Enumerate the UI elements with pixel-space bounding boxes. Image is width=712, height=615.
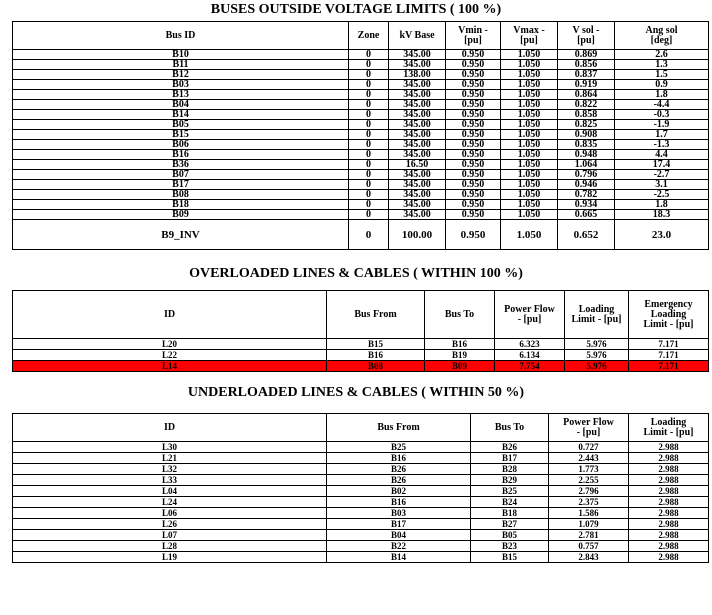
table-cell: 0 — [349, 130, 389, 140]
table-cell: 0.946 — [558, 180, 615, 190]
table-cell: 0.950 — [446, 120, 501, 130]
table-cell: 0.934 — [558, 200, 615, 210]
table-cell: 0.825 — [558, 120, 615, 130]
table-row — [13, 541, 709, 552]
table-cell: 0 — [349, 140, 389, 150]
table-cell: L07 — [13, 530, 327, 541]
table-row — [13, 519, 709, 530]
table-cell: B17 — [327, 519, 471, 530]
table-cell: 345.00 — [389, 170, 446, 180]
table-cell: 1.050 — [501, 150, 558, 160]
table-cell: 0 — [349, 160, 389, 170]
table-cell: B05 — [471, 530, 549, 541]
table-cell: 1.8 — [615, 90, 709, 100]
table-cell: 0.950 — [446, 90, 501, 100]
table-cell: 0.950 — [446, 170, 501, 180]
table-cell: B23 — [471, 541, 549, 552]
table-cell: 345.00 — [389, 60, 446, 70]
table-cell: 2.988 — [629, 541, 709, 552]
table-cell: 0.950 — [446, 60, 501, 70]
table-cell: 0 — [349, 90, 389, 100]
table-cell: B17 — [13, 180, 349, 190]
table-cell: B19 — [425, 350, 495, 361]
table-cell: B36 — [13, 160, 349, 170]
table-cell: B15 — [327, 339, 425, 350]
table-cell: B25 — [327, 442, 471, 453]
table-row — [13, 120, 709, 130]
table-cell: 0.796 — [558, 170, 615, 180]
table-cell: 345.00 — [389, 130, 446, 140]
table-row — [13, 486, 709, 497]
table-cell: 5.976 — [565, 350, 629, 361]
table-cell: 1.050 — [501, 50, 558, 60]
table-cell: 2.843 — [549, 552, 629, 563]
table-cell: 345.00 — [389, 210, 446, 220]
table-cell: 1.050 — [501, 90, 558, 100]
table-cell: 345.00 — [389, 110, 446, 120]
table-cell: 7.171 — [629, 350, 709, 361]
table-cell: 2.988 — [629, 530, 709, 541]
table-cell: B08 — [327, 361, 425, 372]
table-cell: 1.773 — [549, 464, 629, 475]
table-cell: 345.00 — [389, 120, 446, 130]
table-cell: B15 — [13, 130, 349, 140]
table-row — [13, 339, 709, 350]
table-cell: B12 — [13, 70, 349, 80]
table-cell: 0.919 — [558, 80, 615, 90]
table-cell: L24 — [13, 497, 327, 508]
table-cell: 345.00 — [389, 50, 446, 60]
table-cell: 2.988 — [629, 464, 709, 475]
table-row — [13, 130, 709, 140]
table-cell: 0.950 — [446, 80, 501, 90]
table-cell: L19 — [13, 552, 327, 563]
table-row — [13, 442, 709, 453]
table-cell: 0 — [349, 120, 389, 130]
table-cell: 345.00 — [389, 140, 446, 150]
table-cell: 2.988 — [629, 475, 709, 486]
table-cell: B26 — [327, 464, 471, 475]
table-cell: 18.3 — [615, 210, 709, 220]
table-cell: 0.950 — [446, 70, 501, 80]
table-cell: 2.6 — [615, 50, 709, 60]
table-cell: B16 — [13, 150, 349, 160]
table-cell: 2.988 — [629, 497, 709, 508]
table-cell: 0.950 — [446, 160, 501, 170]
table-cell: L30 — [13, 442, 327, 453]
table-cell: 1.079 — [549, 519, 629, 530]
table-cell: 1.050 — [501, 180, 558, 190]
table-cell: 0.782 — [558, 190, 615, 200]
table-cell: -1.9 — [615, 120, 709, 130]
table-cell: 0.950 — [446, 150, 501, 160]
table-cell: L20 — [13, 339, 327, 350]
table-cell: B27 — [471, 519, 549, 530]
table-row — [13, 497, 709, 508]
table-cell: B07 — [13, 170, 349, 180]
table-cell: B13 — [13, 90, 349, 100]
table-cell: 345.00 — [389, 100, 446, 110]
table-cell: 1.5 — [615, 70, 709, 80]
table-cell: 0.950 — [446, 100, 501, 110]
underloaded-lines-table — [12, 413, 709, 563]
table-cell: 5.976 — [565, 339, 629, 350]
table-cell: B26 — [327, 475, 471, 486]
table-cell: -0.3 — [615, 110, 709, 120]
table-cell: 1.050 — [501, 200, 558, 210]
table-row — [13, 50, 709, 60]
table-row — [13, 70, 709, 80]
table-cell: B9_INV — [13, 220, 349, 250]
table-cell: 2.796 — [549, 486, 629, 497]
table-cell: L04 — [13, 486, 327, 497]
table-row — [13, 90, 709, 100]
table-cell: 345.00 — [389, 190, 446, 200]
col-vmin: Vmin - [pu] — [446, 22, 501, 50]
table-cell: 0 — [349, 80, 389, 90]
table-row — [13, 110, 709, 120]
table-cell: 0 — [349, 70, 389, 80]
table-cell: 0.950 — [446, 220, 501, 250]
table-cell: -2.5 — [615, 190, 709, 200]
table-cell: 345.00 — [389, 200, 446, 210]
table-cell: 0 — [349, 150, 389, 160]
table-cell: 0.950 — [446, 180, 501, 190]
table-cell: 1.050 — [501, 170, 558, 180]
table-cell: 0.727 — [549, 442, 629, 453]
table-cell: 0 — [349, 170, 389, 180]
table-cell: B08 — [13, 190, 349, 200]
table-cell: 1.3 — [615, 60, 709, 70]
table-cell: 0.858 — [558, 110, 615, 120]
table-cell: 1.050 — [501, 210, 558, 220]
table-cell: 1.050 — [501, 100, 558, 110]
table-cell: 0.950 — [446, 130, 501, 140]
table-cell: 0.864 — [558, 90, 615, 100]
col-emergency-limit: Emergency Loading Limit - [pu] — [629, 291, 709, 339]
underload-section-title: UNDERLOADED LINES & CABLES ( WITHIN 50 %) — [187, 385, 525, 400]
table-cell: 345.00 — [389, 150, 446, 160]
table-cell: B10 — [13, 50, 349, 60]
table-cell: 0 — [349, 60, 389, 70]
table-row — [13, 220, 709, 250]
table-cell: 0.822 — [558, 100, 615, 110]
table-cell: 0 — [349, 110, 389, 120]
table-cell: 2.375 — [549, 497, 629, 508]
table-cell: 1.050 — [501, 80, 558, 90]
table-cell: 2.255 — [549, 475, 629, 486]
table-cell: -1.3 — [615, 140, 709, 150]
table-row — [13, 170, 709, 180]
col-vsol: V sol - [pu] — [558, 22, 615, 50]
table-cell: B18 — [471, 508, 549, 519]
col-loading-limit: Loading Limit - [pu] — [629, 414, 709, 442]
table-cell: 2.443 — [549, 453, 629, 464]
table-cell: 7.171 — [629, 339, 709, 350]
table-cell: 0 — [349, 50, 389, 60]
table-cell: B14 — [13, 110, 349, 120]
table-cell: B16 — [327, 350, 425, 361]
table-cell: B11 — [13, 60, 349, 70]
table-cell: B28 — [471, 464, 549, 475]
table-cell: 5.976 — [565, 361, 629, 372]
col-power-flow: Power Flow - [pu] — [495, 291, 565, 339]
table-cell: 0.950 — [446, 50, 501, 60]
overloaded-lines-table — [12, 290, 709, 372]
table-row — [13, 60, 709, 70]
table-row — [13, 80, 709, 90]
table-cell: 16.50 — [389, 160, 446, 170]
col-bus-to: Bus To — [425, 291, 495, 339]
table-row — [13, 190, 709, 200]
bus-section-title: BUSES OUTSIDE VOLTAGE LIMITS ( 100 %) — [210, 2, 502, 17]
table-cell: B04 — [13, 100, 349, 110]
table-row — [13, 361, 709, 372]
overload-section-title: OVERLOADED LINES & CABLES ( WITHIN 100 %) — [189, 266, 523, 281]
table-cell: 2.988 — [629, 453, 709, 464]
table-cell: 0.835 — [558, 140, 615, 150]
table-cell: B03 — [327, 508, 471, 519]
col-bus-from: Bus From — [327, 414, 471, 442]
table-cell: 1.7 — [615, 130, 709, 140]
col-kv-base: kV Base — [389, 22, 446, 50]
table-cell: 0.950 — [446, 140, 501, 150]
table-cell: -2.7 — [615, 170, 709, 180]
col-id: ID — [13, 291, 327, 339]
table-row — [13, 475, 709, 486]
table-cell: B16 — [327, 453, 471, 464]
table-cell: 1.050 — [501, 140, 558, 150]
table-cell: 1.050 — [501, 60, 558, 70]
table-cell: 0.948 — [558, 150, 615, 160]
table-cell: L32 — [13, 464, 327, 475]
table-cell: L33 — [13, 475, 327, 486]
table-row — [13, 453, 709, 464]
table-cell: B16 — [327, 497, 471, 508]
table-row — [13, 140, 709, 150]
table-cell: 1.8 — [615, 200, 709, 210]
table-cell: 138.00 — [389, 70, 446, 80]
table-cell: L22 — [13, 350, 327, 361]
table-cell: L14 — [13, 361, 327, 372]
table-row — [13, 180, 709, 190]
table-cell: 0.856 — [558, 60, 615, 70]
table-row — [13, 530, 709, 541]
table-cell: B24 — [471, 497, 549, 508]
table-cell: 0.869 — [558, 50, 615, 60]
table-cell: 1.050 — [501, 110, 558, 120]
table-cell: 2.988 — [629, 508, 709, 519]
table-row — [13, 508, 709, 519]
table-row — [13, 150, 709, 160]
table-cell: L28 — [13, 541, 327, 552]
table-cell: 6.134 — [495, 350, 565, 361]
table-cell: L21 — [13, 453, 327, 464]
table-cell: B09 — [425, 361, 495, 372]
table-cell: 17.4 — [615, 160, 709, 170]
table-cell: 0 — [349, 210, 389, 220]
table-cell: B15 — [471, 552, 549, 563]
table-cell: B22 — [327, 541, 471, 552]
table-cell: 1.050 — [501, 70, 558, 80]
table-cell: 1.050 — [501, 160, 558, 170]
table-cell: 0 — [349, 220, 389, 250]
table-cell: L26 — [13, 519, 327, 530]
table-cell: 23.0 — [615, 220, 709, 250]
table-cell: 0.837 — [558, 70, 615, 80]
table-cell: B29 — [471, 475, 549, 486]
table-cell: 2.988 — [629, 486, 709, 497]
table-cell: 0 — [349, 180, 389, 190]
table-cell: B05 — [13, 120, 349, 130]
table-row — [13, 464, 709, 475]
table-cell: B02 — [327, 486, 471, 497]
table-cell: 0.908 — [558, 130, 615, 140]
col-power-flow: Power Flow - [pu] — [549, 414, 629, 442]
table-cell: 0.652 — [558, 220, 615, 250]
table-cell: B25 — [471, 486, 549, 497]
table-cell: B14 — [327, 552, 471, 563]
table-cell: 345.00 — [389, 180, 446, 190]
table-cell: 7.754 — [495, 361, 565, 372]
table-cell: 3.1 — [615, 180, 709, 190]
col-bus-to: Bus To — [471, 414, 549, 442]
table-cell: 1.050 — [501, 190, 558, 200]
col-ang-sol: Ang sol [deg] — [615, 22, 709, 50]
table-cell: 100.00 — [389, 220, 446, 250]
col-zone: Zone — [349, 22, 389, 50]
table-cell: 7.171 — [629, 361, 709, 372]
table-cell: 6.323 — [495, 339, 565, 350]
table-cell: 1.064 — [558, 160, 615, 170]
table-cell: B17 — [471, 453, 549, 464]
table-cell: 2.781 — [549, 530, 629, 541]
table-cell: 2.988 — [629, 442, 709, 453]
col-bus-id: Bus ID — [13, 22, 349, 50]
table-cell: B18 — [13, 200, 349, 210]
table-cell: 1.050 — [501, 120, 558, 130]
col-bus-from: Bus From — [327, 291, 425, 339]
table-cell: 0.9 — [615, 80, 709, 90]
table-cell: 1.050 — [501, 130, 558, 140]
table-cell: 0.950 — [446, 200, 501, 210]
table-row — [13, 200, 709, 210]
table-cell: -4.4 — [615, 100, 709, 110]
table-cell: B04 — [327, 530, 471, 541]
table-cell: 0.950 — [446, 210, 501, 220]
table-cell: B03 — [13, 80, 349, 90]
table-cell: L06 — [13, 508, 327, 519]
table-row — [13, 160, 709, 170]
table-cell: 2.988 — [629, 519, 709, 530]
table-cell: 0.950 — [446, 190, 501, 200]
col-vmax: Vmax - [pu] — [501, 22, 558, 50]
table-row — [13, 350, 709, 361]
table-cell: B09 — [13, 210, 349, 220]
table-cell: 2.988 — [629, 552, 709, 563]
table-cell: 0 — [349, 190, 389, 200]
table-cell: B16 — [425, 339, 495, 350]
table-cell: 345.00 — [389, 90, 446, 100]
table-cell: B26 — [471, 442, 549, 453]
bus-voltage-table — [12, 21, 709, 250]
table-cell: 4.4 — [615, 150, 709, 160]
table-cell: 0.757 — [549, 541, 629, 552]
table-cell: 0.950 — [446, 110, 501, 120]
table-cell: 345.00 — [389, 80, 446, 90]
col-id: ID — [13, 414, 327, 442]
table-row — [13, 100, 709, 110]
table-cell: 0 — [349, 200, 389, 210]
table-cell: 0 — [349, 100, 389, 110]
table-cell: 1.050 — [501, 220, 558, 250]
table-cell: 1.586 — [549, 508, 629, 519]
col-loading-limit: Loading Limit - [pu] — [565, 291, 629, 339]
table-row — [13, 210, 709, 220]
table-row — [13, 552, 709, 563]
table-cell: B06 — [13, 140, 349, 150]
table-cell: 0.665 — [558, 210, 615, 220]
